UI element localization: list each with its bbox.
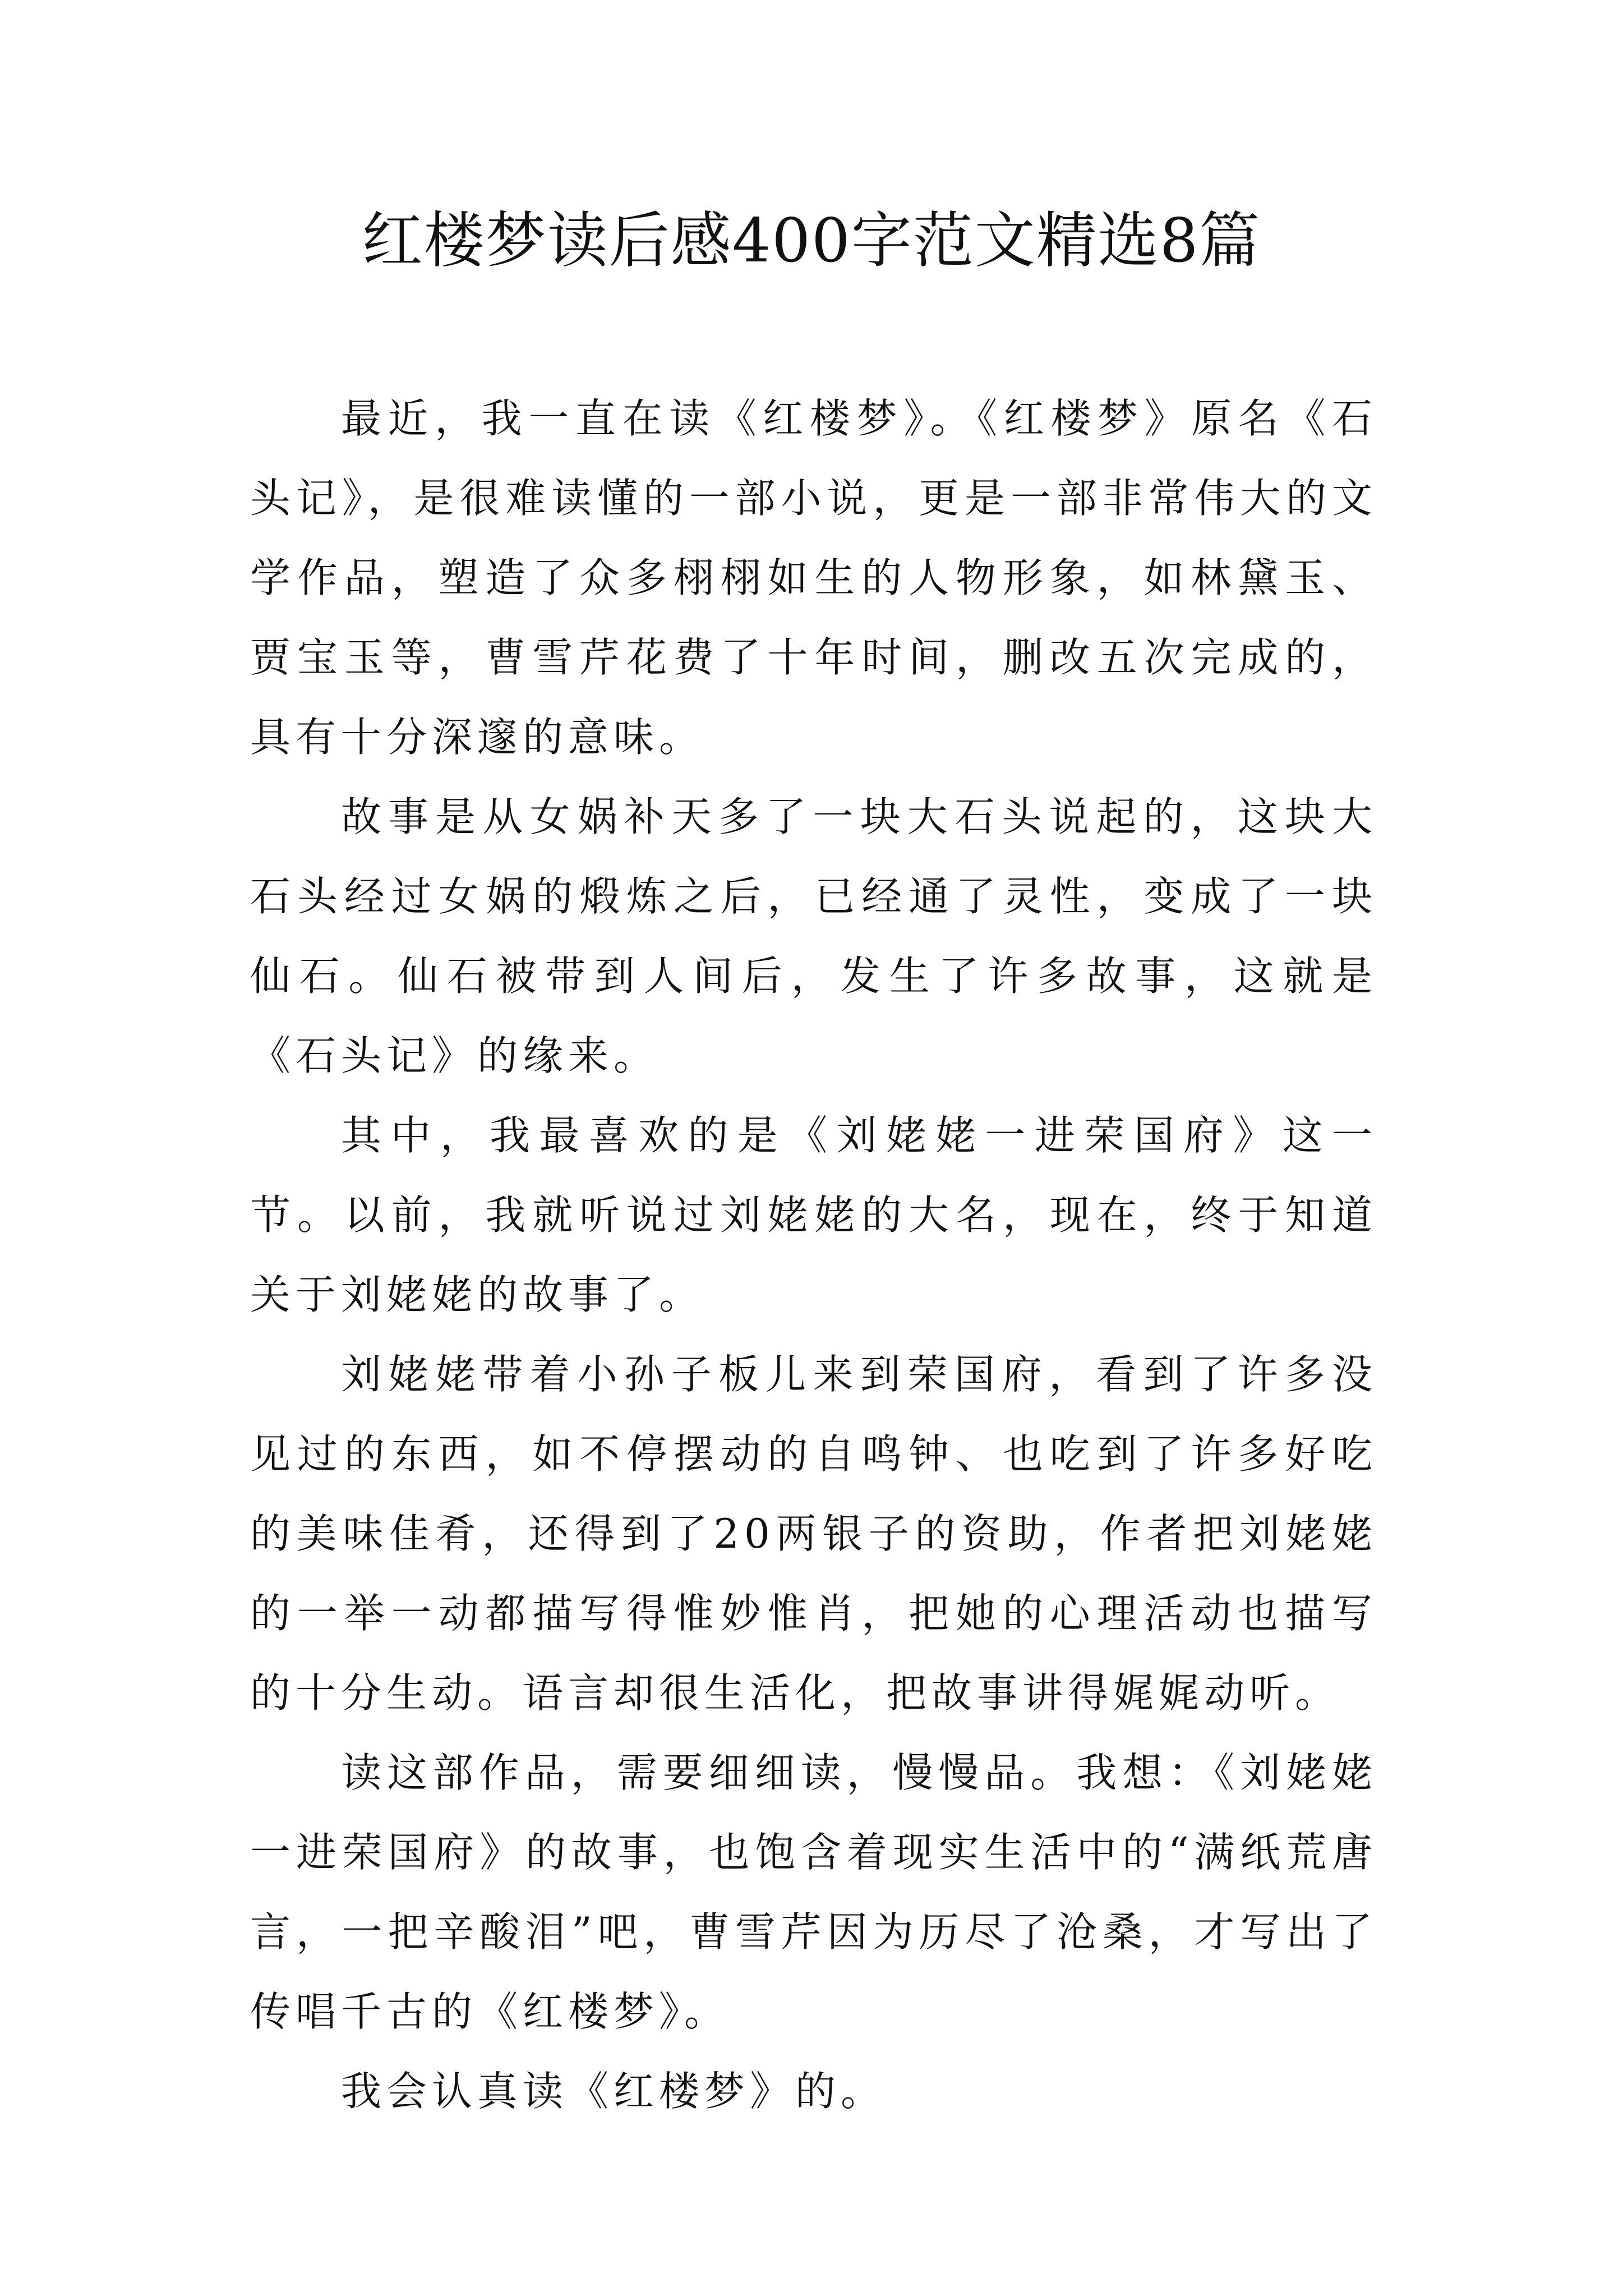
paragraph: 故事是从女娲补天多了一块大石头说起的，这块大石头经过女娲的煅炼之后，已经通了灵性，变成了一块仙石。仙石被带到人间后，发生了许多故事，这就是《石头记》的缘来。 — [250, 793, 1377, 1079]
paragraph: 我会认真读《红楼梦》的。 — [341, 2068, 887, 2115]
paragraph: 其中，我最喜欢的是《刘姥姥一进荣国府》这一节。以前，我就听说过刘姥姥的大名，现在，终于知道关于刘姥姥的故事了。 — [250, 1112, 1377, 1318]
paragraph: 读这部作品，需要细细读，慢慢品。我想：《刘姥姥一进荣国府》的故事，也饱含着现实生活中的“满纸荒唐言，一把辛酸泪”吧，曹雪芹因为历尽了沧桑，才写出了传唱千古的《红楼梦》。 — [250, 1749, 1377, 2035]
paragraph: 刘姥姥带着小孙子板儿来到荣国府，看到了许多没见过的东西，如不停摆动的自鸣钟、也吃到了许多好吃的美味佳肴，还得到了20两银子的资助，作者把刘姥姥的一举一动都描写得惟妙惟肖，把她的心理活动也描写的十分生动。语言却很生活化，把故事讲得娓娓动听。 — [250, 1351, 1377, 1717]
paragraph: 最近，我一直在读《红楼梦》。《红楼梦》原名《石头记》，是很难读懂的一部小说，更是一部非常伟大的文学作品，塑造了众多栩栩如生的人物形象，如林黛玉、贾宝玉等，曹雪芹花费了十年时间，删改五次完成的，具有十分深邃的意味。 — [250, 395, 1377, 761]
document-title: 红楼梦读后感400字范文精选8篇 — [362, 206, 1261, 276]
document-body — [250, 379, 1377, 2131]
